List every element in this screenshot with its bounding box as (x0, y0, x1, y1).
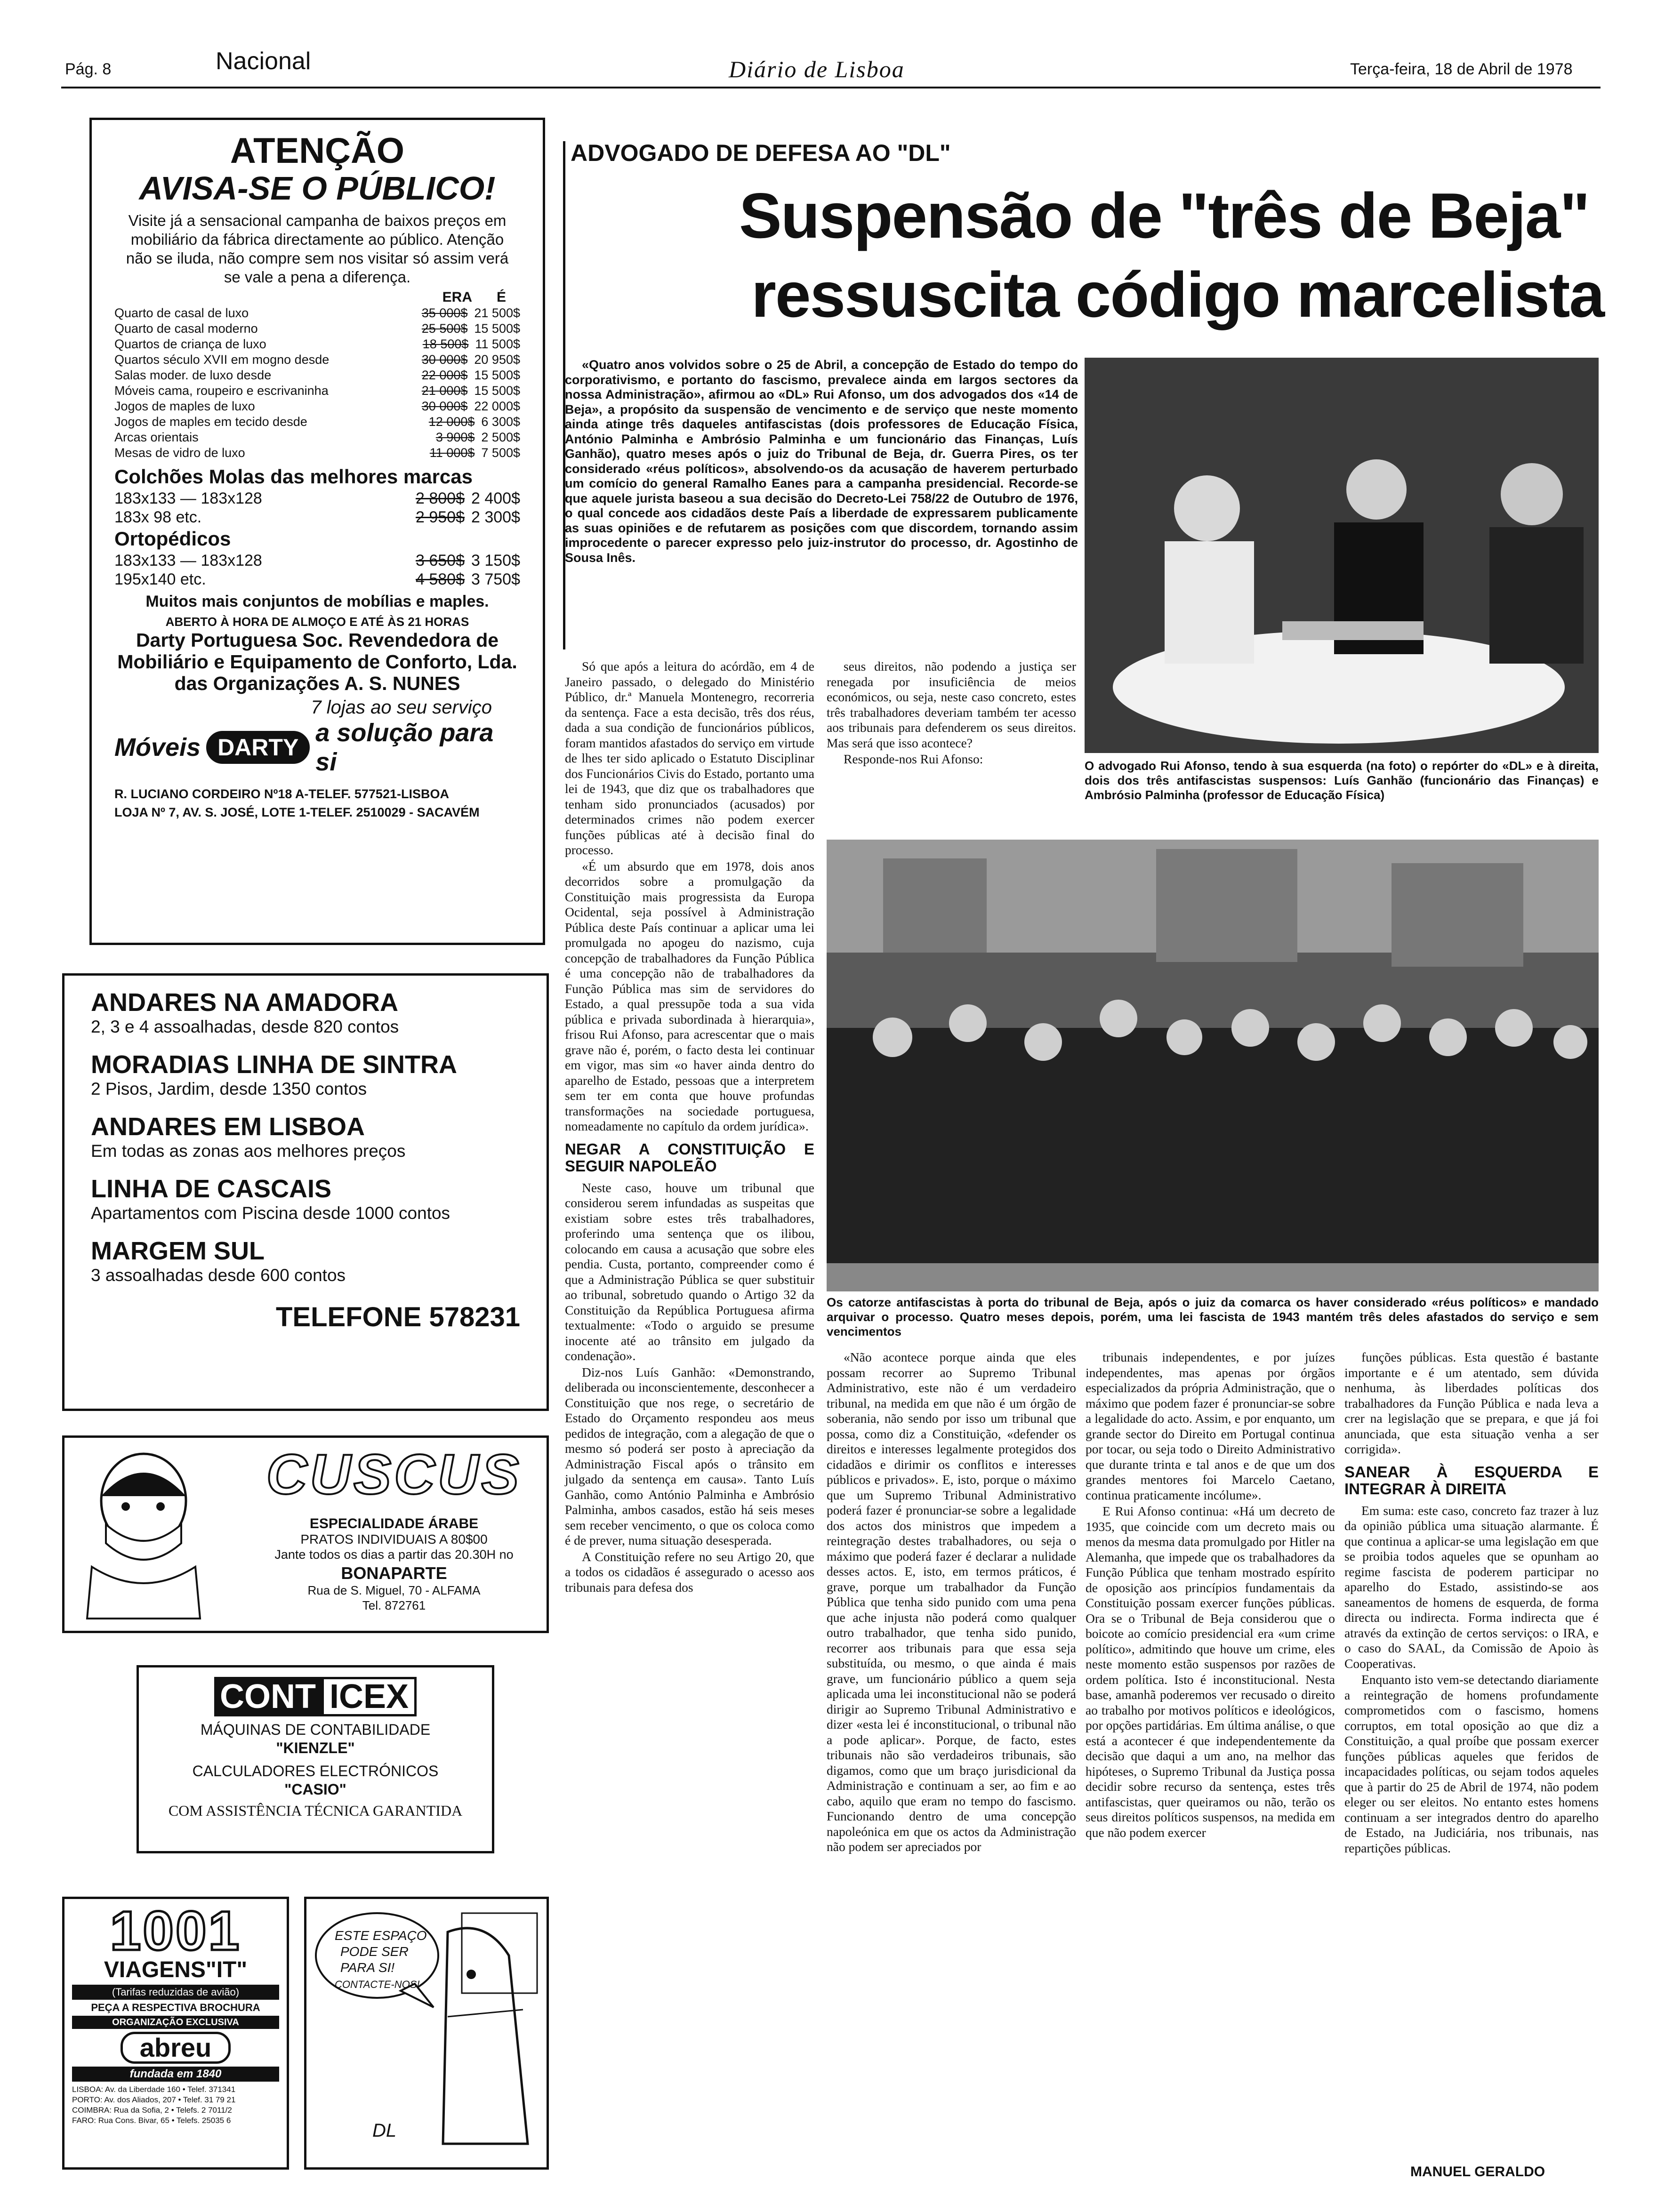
ortopedicos-title: Ortopédicos (114, 528, 231, 550)
photo-antifascists-image (827, 840, 1599, 1291)
agency-address: COIMBRA: Rua da Sofia, 2 • Telefs. 2 7011/2 (72, 2106, 232, 2115)
article-lead (565, 358, 1078, 566)
photo-lawyer-image (1085, 358, 1599, 753)
agency-address: FARO: Rua Cons. Bivar, 65 • Telefs. 25035 6 (72, 2116, 231, 2125)
new-price: 2 400$ (471, 489, 520, 507)
cuscus-l4: BONAPARTE (341, 1563, 447, 1583)
new-price: 2 500$ (481, 430, 520, 444)
old-price: 35 000$ (421, 306, 468, 320)
darty-logo: DARTY (206, 731, 310, 764)
item-name: 183x133 — 183x128 (114, 489, 262, 507)
ad-conticex (137, 1665, 494, 1853)
new-price: 7 500$ (481, 446, 520, 460)
new-price: 15 500$ (474, 321, 520, 336)
item-name: Quarto de casal moderno (114, 321, 258, 336)
viagens-addresses (72, 2084, 279, 2126)
column-b (827, 659, 1076, 768)
darty-brand (114, 718, 520, 777)
photo-antifascists (827, 840, 1599, 1291)
item-name: Quartos século XVII em mogno desde (114, 353, 330, 367)
old-price: 30 000$ (421, 399, 468, 413)
column-d (1086, 1350, 1335, 1841)
price-row (114, 508, 520, 527)
old-price: 3 650$ (416, 552, 465, 569)
colchoes-list (114, 489, 520, 527)
colA-p1: Só que após a leitura do acórdão, em 4 de Janeiro passado, o delegado do Ministério Público, dr.ª Manuela Montenegro, recorreria da sentença. Face a esta decisão, três dos réus, dada a sua condição de funcionários públicos, foram mantidos afastados do serviço em virtude de lhes ter sido aplicado o Estatuto Disciplinar dos Funcionários Civis do Estado, portanto uma lei de 1943, que diz que os trabalhadores que tenham sido pronunciados (acusados) por determinados crimes não podem exercer funções públicas até à decisão final do processo. (565, 659, 814, 857)
column-e (1344, 1350, 1599, 1857)
andares-h3: ANDARES EM LISBOA (91, 1113, 365, 1141)
old-price: 3 900$ (435, 430, 475, 444)
cuscus-l2: PRATOS INDIVIDUAIS A 80$00 (300, 1532, 488, 1547)
andares-h2: MORADIAS LINHA DE SINTRA (91, 1050, 457, 1079)
section-title: Nacional (216, 48, 311, 75)
new-price: 11 500$ (475, 337, 520, 351)
viagens-logo: 1001 (110, 1900, 241, 1962)
photo2-caption: Os catorze antifascistas à porta do tribunal de Beja, após o juiz da comarca os haver considerado «réus políticos» e mandado arquivar o processo. Quatro meses depois, porém, uma lei fascista de 1943 mantém três deles afastados do serviço e sem vencimentos (827, 1295, 1599, 1338)
headline-line-2: ressuscita código marcelista (751, 259, 1604, 330)
bubble-2: PODE SER (340, 1944, 409, 1959)
header-rule (61, 87, 1601, 88)
price-row (114, 305, 520, 321)
price-row (114, 430, 520, 445)
old-price: 4 580$ (416, 570, 465, 588)
colE-p1: funções públicas. Esta questão é bastante importante e é um atentado, sem dúvida nenhuma, às liberdades políticas dos trabalhadores da Função Pública e nada leva a crer na legislação que se prepara, e que já foi anunciada, que esta situação venha a ser corrigida». (1344, 1350, 1599, 1456)
item-name: Arcas orientais (114, 430, 199, 444)
brand-moveis: Móveis (114, 733, 201, 761)
ad-andares (62, 973, 549, 1411)
new-price: 22 000$ (474, 399, 520, 413)
item-name: 195x140 etc. (114, 570, 206, 588)
price-row (114, 368, 520, 383)
price-list (114, 305, 520, 461)
column-c (827, 1350, 1076, 1856)
article-kicker: ADVOGADO DE DEFESA AO "DL" (571, 140, 951, 166)
ad-title-aviso: AVISA-SE O PÚBLICO! (139, 170, 496, 207)
colA2-p3: A Constituição refere no seu Artigo 20, que a todos os cidadãos é assegurado o acesso aos tribunais para defesa dos (565, 1549, 814, 1595)
bubble-4: CONTACTE-NOS! (335, 1979, 420, 1990)
bubble-1: ESTE ESPAÇO (335, 1928, 427, 1943)
price-row (114, 489, 520, 508)
old-price: 11 000$ (429, 446, 475, 460)
ad-more: Muitos mais conjuntos de mobílias e maples. (145, 593, 489, 610)
andares-t5: 3 assoalhadas desde 600 contos (91, 1266, 346, 1285)
new-price: 6 300$ (481, 415, 520, 429)
conticex-l5: COM ASSISTÊNCIA TÉCNICA GARANTIDA (168, 1802, 463, 1819)
conticex-logo-b: ICEX (322, 1677, 417, 1716)
viagens-l3: PEÇA A RESPECTIVA BROCHURA (91, 2002, 260, 2013)
woman-illustration (73, 1444, 209, 1623)
colE2-p2: Enquanto isto vem-se detectando diariamente a reintegração de homens profundamente comprometidos com o fascismo, homens corruptos, em total oposição ao que diz a Constituição, a qual proíbe que possam exercer funções públicas aqueles que feridos de incapacidades políticas, ou sejam todos aqueles que à partir do 25 de Abril de 1974, não podem eleger ou ser eleitos. No entanto estes homens continuam a ser integrados dentro do aparelho de Estado, na Judiciária, nos tribunais, nas repartições públicas. (1344, 1672, 1599, 1855)
conticex-l3: CALCULADORES ELECTRÓNICOS (192, 1763, 439, 1779)
new-price: 3 750$ (471, 570, 520, 588)
photo-lawyer (1085, 358, 1599, 753)
conticex-l1: MÁQUINAS DE CONTABILIDADE (200, 1721, 431, 1738)
colA-p2: «É um absurdo que em 1978, dois anos decorridos sobre a promulgação da Constituição mais progressista da Europa Ocidental, seja possível à Administração Pública deste País continuar a aplicar uma lei promulgada no apogeu do nazismo, cuja concepção de trabalhadores da Função Pública é uma concepção não de trabalhadores da Função Pública mas sim de servidores do Estado, a qual pressupõe toda a sua vida pública e privada subordinada à hierarquia», frisou Rui Afonso, para acrescentar que o mais grave não é, porém, o facto desta lei continuar em vigor, mas sim «o haver ainda dentro do aparelho de Estado, pessoas que a interpretem sem ter em conta que houve profundas transformações na sociedade portuguesa, nomeadamente no capítulo da ordem jurídica». (565, 858, 814, 1133)
price-row (114, 570, 520, 589)
column-a (565, 659, 814, 1596)
price-row (114, 321, 520, 337)
ad-company-3: das Organizações A. S. NUNES (174, 673, 460, 694)
brand-solucao: a solução para si (315, 719, 494, 776)
item-name: Salas moder. de luxo desde (114, 368, 272, 382)
price-row (114, 551, 520, 570)
price-row (114, 352, 520, 368)
cartoon-signature: DL (372, 2120, 397, 2141)
agency-address: PORTO: Av. dos Aliados, 207 • Telef. 31 79 21 (72, 2095, 236, 2104)
colE-subhead: SANEAR À ESQUERDA E INTEGRAR À DIREITA (1344, 1463, 1599, 1498)
price-row (114, 337, 520, 352)
andares-h5: MARGEM SUL (91, 1237, 265, 1265)
item-name: Jogos de maples em tecido desde (114, 415, 307, 429)
ad-addr-1: R. LUCIANO CORDEIRO Nº18 A-TELEF. 577521-LISBOA (114, 787, 449, 801)
item-name: Quartos de criança de luxo (114, 337, 266, 351)
masthead: Diário de Lisboa (729, 56, 905, 82)
colB-p1: seus direitos, não podendo a justiça ser renegada por insuficiência de meios económicos, ou seja, neste caso concreto, estes três trabalhadores deveriam também ter acesso aos tribunais para defenderem os seus direitos. Mas será que isso acontece? (827, 659, 1076, 750)
andares-t3: Em todas as zonas aos melhores preços (91, 1141, 406, 1161)
col-era: ERA (442, 289, 472, 305)
conticex-l4: "CASIO" (284, 1781, 346, 1798)
old-price: 22 000$ (421, 368, 468, 382)
andares-t1: 2, 3 e 4 assoalhadas, desde 820 contos (91, 1017, 399, 1036)
old-price: 25 500$ (421, 321, 468, 336)
cuscus-logo: CUSCUS (266, 1443, 522, 1506)
viagens-l2: (Tarifas reduzidas de avião) (72, 1985, 279, 2000)
ortopedicos-list (114, 551, 520, 589)
byline: MANUEL GERALDO (1410, 2164, 1545, 2180)
price-row (114, 414, 520, 430)
price-row (114, 445, 520, 461)
item-name: Móveis cama, roupeiro e escrivaninha (114, 384, 329, 398)
colA2-p2: Diz-nos Luís Ganhão: «Demonstrando, deliberada ou inconscientemente, desconhecer a Constituição que nos rege, o secretário de Estado do Orçamento respondeu aos meus pedidos de integração, com a alegação de que o mesmo só poderá ser posto à apreciação da Administração Fiscal após o trânsito em julgado da sentença em causa». Tanto Luís Ganhão, como António Palminha e Ambrósio Palminha, ambos casados, estão há seis meses sem receber vencimento, o que os coloca como é de prever, numa situação desesperada. (565, 1364, 814, 1547)
old-price: 30 000$ (421, 353, 468, 367)
new-price: 15 500$ (474, 384, 520, 398)
colchoes-title: Colchões Molas das melhores marcas (114, 465, 473, 488)
andares-h1: ANDARES NA AMADORA (91, 988, 398, 1017)
old-price: 21 000$ (421, 384, 468, 398)
new-price: 21 500$ (474, 306, 520, 320)
colD-p1: tribunais independentes, e por juízes independentes, mas apenas por órgãos especializados da própria Administração, que o máximo que podem fazer é pronunciar-se sobre a legalidade do acto. Assim, e por enquanto, um grande sector do Direito em Portugal continua por tocar, ou seja todo o Direito Administrativo que durante trinta e tal anos e de que um dos grandes mentores foi Marcelo Caetano, continua praticamente incólume». (1086, 1350, 1335, 1502)
bubble-3: PARA SI! (340, 1960, 395, 1975)
ad-company-1: Darty Portuguesa Soc. Revendedora de (136, 629, 499, 651)
ad-title-atencao: ATENÇÃO (230, 131, 405, 171)
price-row (114, 399, 520, 414)
ad-hours: ABERTO À HORA DE ALMOÇO E ATÉ ÀS 21 HORAS (165, 615, 469, 629)
old-price: 2 950$ (416, 508, 465, 526)
photo1-caption: O advogado Rui Afonso, tendo à sua esquerda (na foto) o repórter do «DL» e à direita, dois dos três antifascistas suspensos: Luís Ganhão (funcionário das Finanças) e Ambrósio Palminha (professor de Educação Física) (1085, 759, 1599, 802)
colA2-p1: Neste caso, houve um tribunal que considerou serem infundadas as suspeitas que existiam sobre estes três trabalhadores, proferindo uma sentença que os ilibou, colocando em causa a acusação que sobre eles pendia. Custa, portanto, compreender como é que a Administração Pública se quer substituir ao tribunal, sobretudo quando o Artigo 32 da Constituição da República Portuguesa afirma textualmente: «Todo o arguido se presume inocente até ao trânsito em julgado da condenação». (565, 1180, 814, 1363)
new-price: 15 500$ (474, 368, 520, 382)
col-e: É (496, 289, 506, 305)
old-price: 12 000$ (428, 415, 475, 429)
conticex-logo-a: CONT (214, 1677, 322, 1716)
new-price: 20 950$ (474, 353, 520, 367)
andares-phone: TELEFONE 578231 (276, 1302, 520, 1332)
price-header (114, 289, 520, 305)
page-number: Pág. 8 (65, 60, 112, 78)
ad-cuscus (62, 1435, 549, 1633)
item-name: Jogos de maples de luxo (114, 399, 255, 413)
ad-intro: Visite já a sensacional campanha de baixos preços em mobiliário da fábrica directamente ao público. Atenção não se iluda, não compre sem nos visitar só assim verá se vale a pena a diferença. (126, 212, 509, 286)
colC-p1: «Não acontece porque ainda que eles possam recorrer ao Supremo Tribunal Administrativo, este não é um verdadeiro tribunal, na medida em que não é um órgão de soberania, não sendo por isso um tribunal que possa, como diz a Constituição, «defender os direitos e interesses legalmente protegidos dos cidadãos e dirimir os conflitos e interesses públicos e privados». E, isto, porque o máximo que um Supremo Tribunal Administrativo poderá fazer é pronunciar-se sobre a legalidade dos actos dos ministros que impedem a reintegração destes trabalhadores, ou seja o máximo que poderá fazer é declarar a nulidade desses actos. E, isto, em termos práticos, é grave, porque um trabalhador da Função Pública que tenha sido punido com uma pena que ache injusta não poderá como qualquer outro trabalhador, que tenha sido punido, recorrer aos tribunais para que essa seja substituída, ou mesmo, o que ainda é mais grave, um funcionário público a quem seja aplicada uma lei inconstitucional não se poderá dirigir ao Supremo Tribunal Administrativo e dizer «esta lei é inconstitucional, o tribunal não a pode aplicar». Porque, de facto, estes tribunais não são verdadeiros tribunais, são digamos, como que um braço jurisdicional da Administração e continuam a ser, ao fim e ao cabo, aquilo que eram no tempo do fascismo. Funcionando dentro de uma concepção napoleónica em que os actos da Administração não podem ser apreciados por (827, 1350, 1076, 1854)
cuscus-l3: Jante todos os dias a partir das 20.30H no (274, 1547, 514, 1562)
lead-paragraph: «Quatro anos volvidos sobre o 25 de Abril, a concepção de Estado do tempo do corporativismo, e portanto do fascismo, prevalece ainda em largos sectores da nossa Administração», afirmou ao «DL» Rui Afonso, um dos advogados dos «14 de Beja», a propósito da suspensão de vencimento e de serviço que neste momento ainda atinge três daqueles antifascistas (dois professores de Educação Física, António Palminha e Ambrósio Palminha e um funcionário das Finanças, Luís Ganhão), quatro meses após o juiz do Tribunal de Beja, dr. Guerra Pires, os ter considerado «réus políticos», absolvendo-os da acusação de haverem perturbado um comício do general Ramalho Eanes para a campanha presidencial. Recorde-se que aquele jurista baseou a sua decisão do Decreto-Lei 758/22 de Outubro de 1976, o qual concede aos cidadãos deste País a liberdade de expressarem publicamente as suas opiniões e de refutarem as posições com que discordem, tornando assim improcedente o parecer expresso pelo juiz-instrutor do processo, dr. Agostinho de Sousa Inês. (565, 358, 1078, 565)
item-name: Quarto de casal de luxo (114, 306, 249, 320)
new-price: 3 150$ (471, 552, 520, 569)
cuscus-l5: Rua de S. Miguel, 70 - ALFAMA (307, 1583, 481, 1597)
ad-addr-2: LOJA Nº 7, AV. S. JOSÉ, LOTE 1-TELEF. 2510029 - SACAVÉM (114, 805, 480, 819)
issue-date: Terça-feira, 18 de Abril de 1978 (1350, 60, 1573, 78)
old-price: 2 800$ (416, 489, 465, 507)
andares-h4: LINHA DE CASCAIS (91, 1175, 332, 1203)
agency-address: LISBOA: Av. da Liberdade 160 • Telef. 371341 (72, 2085, 236, 2094)
colE2-p1: Em suma: este caso, concreto faz trazer à luz da opinião pública uma situação alarmante. É que continua a aplicar-se uma legislação em que se proibia todos aqueles que se opunham ao regime fascista de poderem participar no aparelho do Estado, assistindo-se aos saneamentos de homens de esquerda, de forma directa ou indirecta. Forma indirecta que é através da extinção de certos serviços: o IRA, e o caso do SAAL, da Comissão de Apoio às Cooperativas. (1344, 1503, 1599, 1671)
conticex-logo (214, 1677, 417, 1716)
andares-t4: Apartamentos com Piscina desde 1000 contos (91, 1203, 450, 1223)
colA-subhead: NEGAR A CONSTITUIÇÃO E SEGUIR NAPOLEÃO (565, 1140, 814, 1175)
viagens-l4: ORGANIZAÇÃO EXCLUSIVA (72, 2016, 279, 2029)
ad-lojas: 7 lojas ao seu serviço (311, 697, 492, 718)
old-price: 18 500$ (422, 337, 469, 351)
ad-1001 (62, 1897, 289, 2170)
item-name: Mesas de vidro de luxo (114, 446, 245, 460)
item-name: 183x133 — 183x128 (114, 552, 262, 569)
new-price: 2 300$ (471, 508, 520, 526)
ad-darty (89, 118, 545, 945)
headline-line-1: Suspensão de "três de Beja" (739, 180, 1589, 251)
colB-p2: Responde-nos Rui Afonso: (844, 752, 983, 766)
viagens-l6: fundada em 1840 (72, 2067, 279, 2082)
ad-cartoon (304, 1897, 549, 2170)
price-row (114, 383, 520, 399)
conticex-l2: "KIENZLE" (276, 1739, 355, 1756)
ad-company-2: Mobiliário e Equipamento de Conforto, Lda. (117, 651, 517, 673)
colD-p2: E Rui Afonso continua: «Há um decreto de 1935, que coincide com um decreto mais ou menos da mesma data promulgado por Hitler na Alemanha, que impede que os trabalhadores da Função Pública que tenham mostrado espírito de oposição aos princípios fundamentais da Constituição possam exercer funções públicas. Ora se o Tribunal de Beja considerou que o boicote ao comício presidencial era «um crime político», admitindo que houve um crime, eles neste momento estão suspensos por razões de ordem política. Isto é inconstitucional. Nesta base, amanhã poderemos ver recusado o direito ao trabalho por motivos políticos e ideológicos, por opções partidárias. Em última análise, o que está a acontecer é que independentemente da decisão que daqui a um ano, na melhor das hipóteses, o Supremo Tribunal da Justiça possa decidir sobre recurso da sentença, estes três antifascistas, quer queiramos ou não, terão os seus direitos políticos suspensos, na medida em que não podem exercer (1086, 1504, 1335, 1840)
viagens-l1: VIAGENS"IT" (104, 1957, 248, 1982)
abreu-logo: abreu (121, 2032, 231, 2064)
andares-t2: 2 Pisos, Jardim, desde 1350 contos (91, 1079, 367, 1098)
cuscus-l1: ESPECIALIDADE ÁRABE (309, 1516, 479, 1531)
item-name: 183x 98 etc. (114, 508, 202, 526)
cuscus-l6: Tel. 872761 (362, 1598, 426, 1612)
